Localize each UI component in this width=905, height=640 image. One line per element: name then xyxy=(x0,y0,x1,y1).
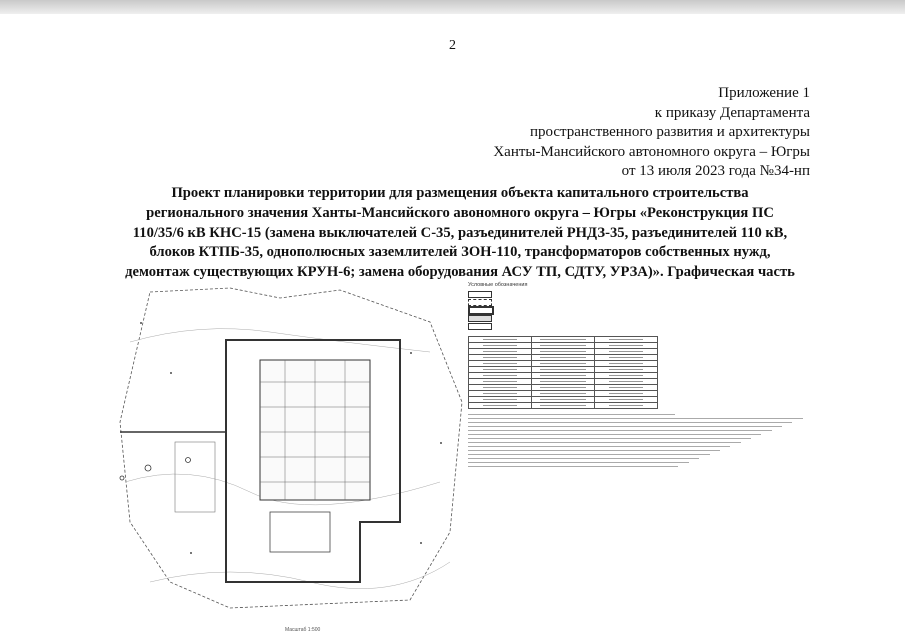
legend-symbol xyxy=(468,291,492,298)
illegible-note-line xyxy=(468,446,730,447)
illegible-text xyxy=(609,339,644,340)
legend-row xyxy=(468,306,816,314)
illegible-text xyxy=(609,387,644,388)
appendix-line: пространственного развития и архитектуры xyxy=(529,124,810,140)
illegible-note-line xyxy=(468,458,699,459)
illegible-text xyxy=(609,399,644,400)
appendix-line: Приложение 1 xyxy=(718,85,810,101)
illegible-text xyxy=(540,375,586,376)
illegible-text xyxy=(483,357,518,358)
illegible-text xyxy=(540,363,586,364)
illegible-note-line xyxy=(468,466,678,467)
title-line: Проект планировки территории для размещения объекта капитального строительства xyxy=(171,185,749,201)
illegible-text xyxy=(540,405,586,406)
title-line: 110/35/6 кВ КНС-15 (замена выключателей С-35, разъединителей РНДЗ-35, разъединителей 110 кВ, xyxy=(132,224,788,241)
legend-table-cell xyxy=(532,403,595,409)
illegible-text xyxy=(609,375,644,376)
document-title xyxy=(110,184,810,283)
legend-row xyxy=(468,322,816,330)
legend-symbol xyxy=(468,299,492,306)
illegible-text xyxy=(540,357,586,358)
illegible-text xyxy=(483,369,518,370)
illegible-note-line xyxy=(468,430,772,431)
illegible-text xyxy=(609,405,644,406)
legend-table-row xyxy=(469,403,658,409)
title-line: демонтаж существующих КРУН-6; замена оборудования АСУ ТП, СДТУ, УРЗА)». Графическая часть xyxy=(125,264,795,281)
illegible-note-line xyxy=(468,462,689,463)
legend-notes xyxy=(468,414,813,467)
scan-top-edge xyxy=(0,0,905,14)
legend-row xyxy=(468,298,816,306)
illegible-text xyxy=(483,375,518,376)
illegible-text xyxy=(483,363,518,364)
title-line: регионального значения Ханты-Мансийского авономного округа – Югры «Реконструкция ПС xyxy=(146,204,774,221)
illegible-note-line xyxy=(468,438,751,439)
illegible-note-line xyxy=(468,454,710,455)
illegible-text xyxy=(483,393,518,394)
illegible-text xyxy=(609,357,644,358)
map-scale-caption: Масштаб 1:500 xyxy=(285,627,321,633)
illegible-note-line xyxy=(468,434,761,435)
illegible-text xyxy=(609,381,644,382)
illegible-note-line xyxy=(468,414,675,415)
appendix-line: к приказу Департамента xyxy=(654,104,810,121)
illegible-text xyxy=(483,387,518,388)
page-number: 2 xyxy=(449,38,456,53)
illegible-text xyxy=(609,369,644,370)
illegible-text xyxy=(540,345,586,346)
illegible-text xyxy=(540,381,586,382)
legend-symbol xyxy=(468,315,492,322)
legend-row xyxy=(468,314,816,322)
legend-symbol xyxy=(468,323,492,330)
legend-title: Условные обозначения xyxy=(468,282,528,288)
illegible-text xyxy=(483,399,518,400)
illegible-text xyxy=(483,339,518,340)
legend-table xyxy=(468,336,658,409)
legend-row xyxy=(468,290,816,298)
illegible-text xyxy=(483,345,518,346)
appendix-line: Ханты-Мансийского автономного округа – Югры xyxy=(493,143,810,160)
illegible-text xyxy=(483,405,518,406)
legend-symbol xyxy=(468,306,494,315)
legend-table-cell xyxy=(469,403,532,409)
appendix-line: от 13 июля 2023 года №34-нп xyxy=(621,163,810,179)
site-plan-svg xyxy=(110,282,470,614)
illegible-note-line xyxy=(468,422,792,423)
legend-table-cell xyxy=(595,403,658,409)
title-line: блоков КТПБ-35, однополюсных заземлителей ЗОН-110, трансформаторов собственных нужд, xyxy=(149,244,771,261)
illegible-text xyxy=(540,369,586,370)
illegible-text xyxy=(540,399,586,400)
illegible-text xyxy=(540,393,586,394)
illegible-text xyxy=(540,351,586,352)
legend-block xyxy=(468,282,816,582)
illegible-note-line xyxy=(468,418,803,419)
appendix-header xyxy=(493,84,810,182)
illegible-text xyxy=(609,363,644,364)
illegible-text xyxy=(609,393,644,394)
illegible-text xyxy=(540,339,586,340)
illegible-text xyxy=(609,351,644,352)
illegible-text xyxy=(483,351,518,352)
legend-table-body xyxy=(469,337,658,409)
illegible-text xyxy=(540,387,586,388)
illegible-note-line xyxy=(468,442,741,443)
illegible-note-line xyxy=(468,450,720,451)
site-plan-drawing xyxy=(110,282,470,614)
illegible-text xyxy=(483,381,518,382)
illegible-note-line xyxy=(468,426,782,427)
illegible-text xyxy=(609,345,644,346)
